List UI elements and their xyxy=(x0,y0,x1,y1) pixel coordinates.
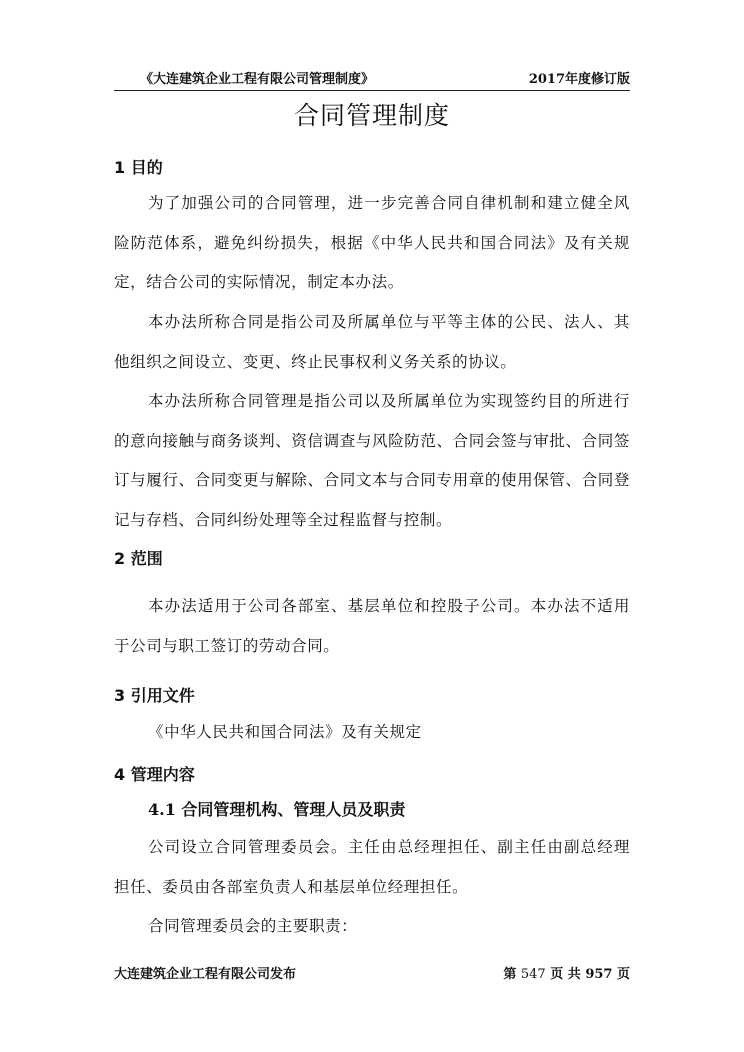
section-4-heading: 4 管理内容 xyxy=(114,765,195,784)
header-version: 2017年度修订版 xyxy=(528,72,630,87)
page-prefix: 第 xyxy=(503,967,517,982)
page-mid: 页 共 xyxy=(550,967,581,982)
section-3-paragraph-1: 《中华人民共和国合同法》及有关规定 xyxy=(148,723,422,741)
section-1-paragraph-2: 本办法所称合同是指公司及所属单位与平等主体的公民、法人、其他组织之间设立、变更、终止民事权利义务关系的协议。 xyxy=(114,313,630,371)
page-header xyxy=(114,68,630,91)
header-doc-name: 《大连建筑企业工程有限公司管理制度》 xyxy=(140,72,375,87)
page-current: 547 xyxy=(520,967,546,982)
section-2-heading: 2 范围 xyxy=(114,549,163,568)
section-4-1-paragraph-2: 合同管理委员会的主要职责： xyxy=(148,917,358,935)
section-4-1-heading: 4.1 合同管理机构、管理人员及职责 xyxy=(148,800,406,819)
page-title: 合同管理制度 xyxy=(293,101,450,130)
footer-publisher: 大连建筑企业工程有限公司发布 xyxy=(114,967,297,982)
section-2-paragraph-1: 本办法适用于公司各部室、基层单位和控股子公司。本办法不适用于公司与职工签订的劳动合同。 xyxy=(114,597,630,655)
page-suffix: 页 xyxy=(616,967,630,982)
page-total: 957 xyxy=(585,967,613,982)
section-1-heading: 1 目的 xyxy=(114,158,163,177)
section-1-paragraph-1: 为了加强公司的合同管理，进一步完善合同自律机制和建立健全风险防范体系，避免纠纷损失，根据《中华人民共和国合同法》及有关规定，结合公司的实际情况，制定本办法。 xyxy=(114,194,630,291)
footer-page-number xyxy=(503,963,630,982)
section-1-paragraph-3: 本办法所称合同管理是指公司以及所属单位为实现签约目的所进行的意向接触与商务谈判、资信调查与风险防范、合同会签与审批、合同签订与履行、合同变更与解除、合同文本与合同专用章的使用保管、合同登记与存档、合同纠纷处理等全过程监督与控制。 xyxy=(114,392,630,529)
section-4-1-paragraph-1: 公司设立合同管理委员会。主任由总经理担任、副主任由副总经理担任、委员由各部室负责人和基层单位经理担任。 xyxy=(114,838,630,896)
section-3-heading: 3 引用文件 xyxy=(114,686,195,705)
